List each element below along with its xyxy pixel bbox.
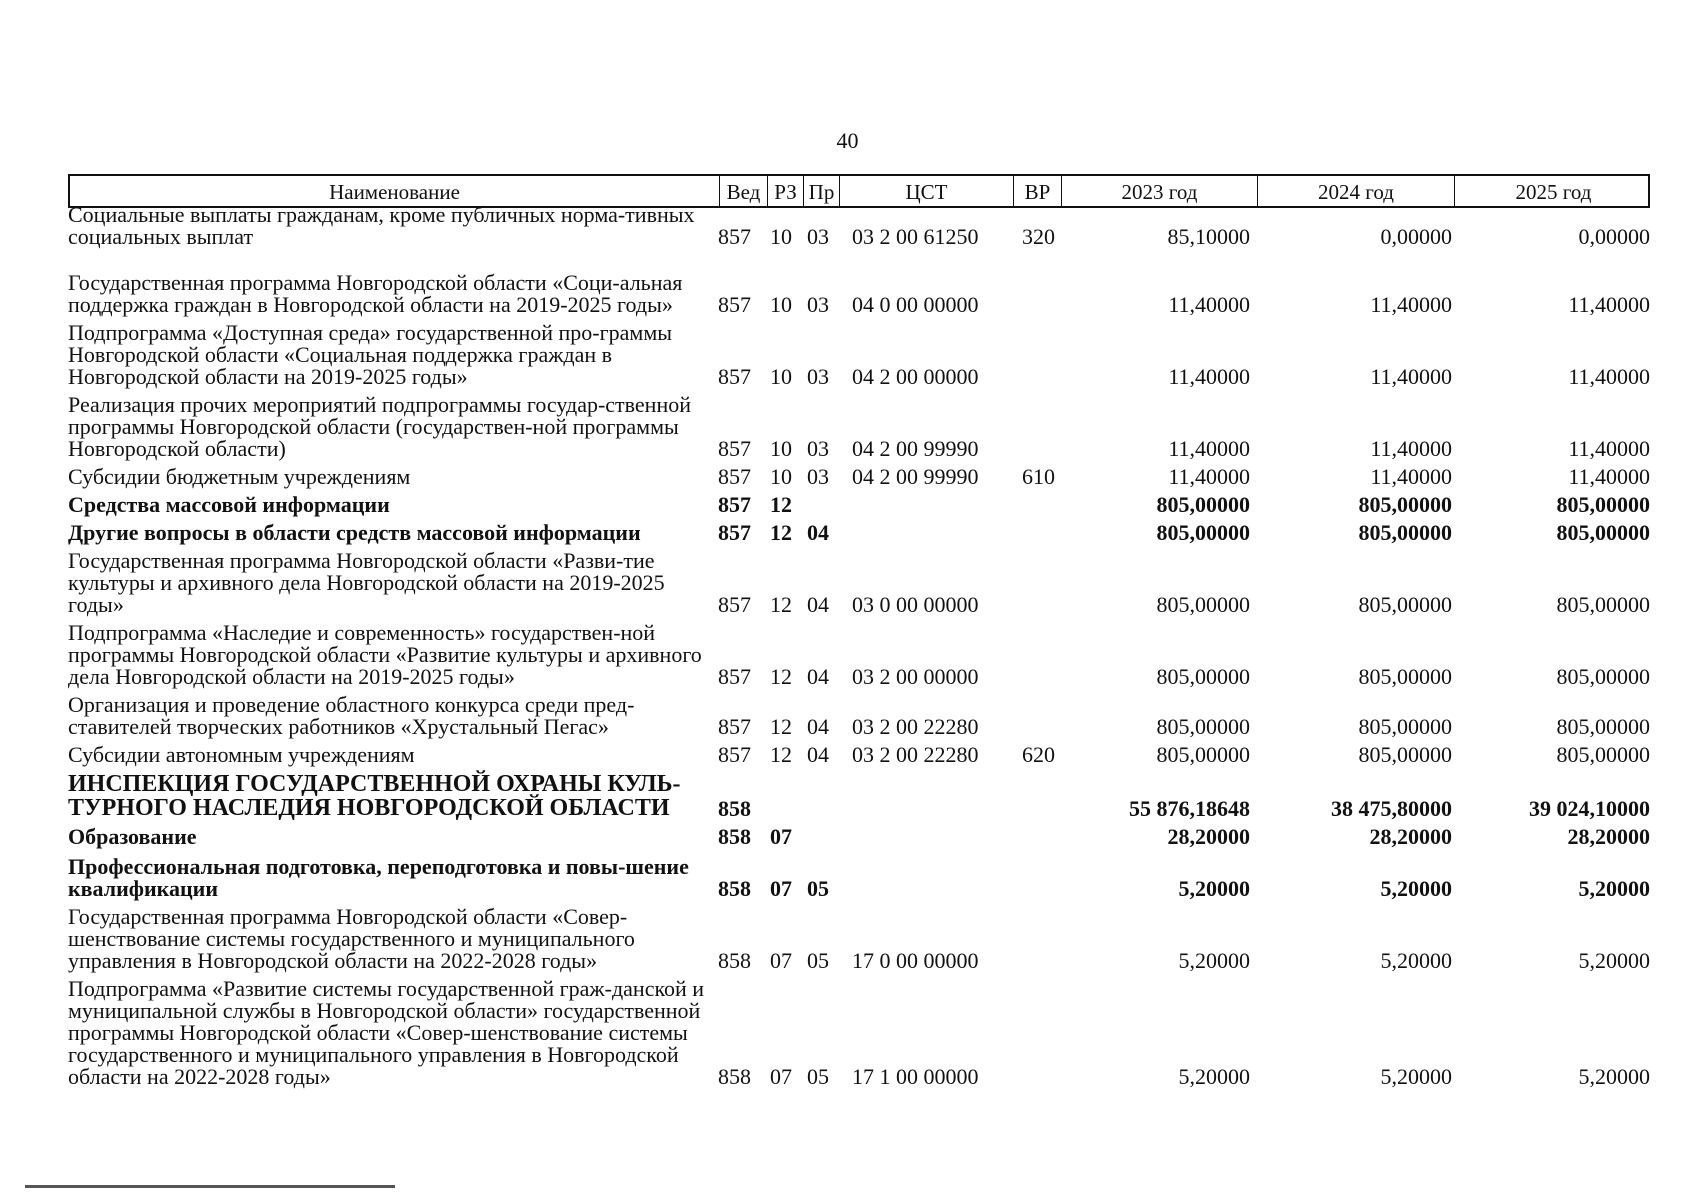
row-pr: 05 [807, 876, 829, 901]
row-2023: 5,20000 [1178, 1064, 1250, 1089]
table-row [0, 322, 1695, 388]
row-vr: 320 [1022, 224, 1055, 249]
row-rz: 10 [770, 464, 792, 489]
row-2025: 805,00000 [1556, 664, 1650, 689]
row-pr: 04 [807, 664, 829, 689]
row-rz: 10 [770, 364, 792, 389]
row-2023: 85,10000 [1167, 224, 1250, 249]
row-2025: 5,20000 [1578, 948, 1650, 973]
row-2025: 0,00000 [1578, 224, 1650, 249]
row-2025: 805,00000 [1556, 492, 1650, 517]
row-2025: 805,00000 [1556, 742, 1650, 767]
row-2024: 38 475,80000 [1331, 796, 1452, 821]
row-vr: 610 [1022, 464, 1055, 489]
row-ved: 857 [718, 292, 751, 317]
table-row [0, 856, 1695, 900]
header-name: Наименование [70, 176, 720, 206]
row-cst: 04 0 00 00000 [852, 292, 979, 317]
row-name: Образование [68, 824, 197, 849]
row-2024: 5,20000 [1380, 1064, 1452, 1089]
row-cst: 04 2 00 99990 [852, 436, 979, 461]
row-2024: 5,20000 [1380, 876, 1452, 901]
row-rz: 12 [770, 714, 792, 739]
row-cst: 17 1 00 00000 [852, 1064, 979, 1089]
row-pr: 04 [807, 742, 829, 767]
row-ved: 857 [718, 464, 751, 489]
row-ved: 858 [718, 876, 751, 901]
row-2025: 5,20000 [1578, 876, 1650, 901]
table-row [0, 522, 1695, 544]
row-rz: 12 [770, 592, 792, 617]
row-rz: 10 [770, 436, 792, 461]
row-2024: 805,00000 [1358, 664, 1452, 689]
row-rz: 07 [770, 948, 792, 973]
row-rz: 07 [770, 876, 792, 901]
row-cst: 03 0 00 00000 [852, 592, 979, 617]
table-row [0, 494, 1695, 516]
table-row [0, 202, 1695, 249]
row-pr: 04 [807, 714, 829, 739]
row-2025: 11,40000 [1568, 292, 1650, 317]
row-rz: 12 [770, 664, 792, 689]
row-name: Государственная программа Новгородской области «Соци-альная поддержка граждан в Новгородской области на 2019-2025 годы» [68, 270, 683, 317]
header-vr: ВР [1014, 176, 1062, 206]
row-pr: 05 [807, 948, 829, 973]
row-name: ИНСПЕКЦИЯ ГОСУДАРСТВЕННОЙ ОХРАНЫ КУЛЬ-ТУРНОГО НАСЛЕДИЯ НОВГОРОДСКОЙ ОБЛАСТИ [68, 771, 681, 821]
row-2025: 11,40000 [1568, 464, 1650, 489]
row-ved: 858 [718, 1064, 751, 1089]
header-cst: ЦСТ [840, 176, 1014, 206]
row-2025: 805,00000 [1556, 520, 1650, 545]
row-name: Социальные выплаты гражданам, кроме публичных норма-тивных социальных выплат [68, 202, 695, 249]
row-ved: 858 [718, 948, 751, 973]
row-rz: 10 [770, 224, 792, 249]
row-ved: 857 [718, 364, 751, 389]
row-pr: 04 [807, 520, 829, 545]
row-name: Подпрограмма «Наследие и современность» государствен-ной программы Новгородской области «Развитие культуры и архивного дела Новгородской области на 2019-2025 годы» [68, 620, 702, 689]
row-rz: 07 [770, 824, 792, 849]
row-ved: 857 [718, 436, 751, 461]
table-row [0, 978, 1695, 1088]
row-ved: 857 [718, 224, 751, 249]
row-rz: 07 [770, 1064, 792, 1089]
row-ved: 858 [718, 796, 751, 821]
row-name: Субсидии бюджетным учреждениям [68, 464, 411, 489]
row-2023: 28,20000 [1167, 824, 1250, 849]
row-ved: 857 [718, 742, 751, 767]
row-ved: 858 [718, 824, 751, 849]
row-name: Подпрограмма «Развитие системы государственной граж-данской и муниципальной службы в Новгородской области» государственной программы Новгородской области «Совер-шенствование системы государственного и муниципального управления в Новгородской области на 2022-2028 годы» [68, 976, 705, 1089]
row-name: Реализация прочих мероприятий подпрограммы государ-ственной программы Новгородской области (государствен-ной программы Новгородской области) [68, 392, 692, 461]
table-row [0, 466, 1695, 488]
row-rz: 12 [770, 492, 792, 517]
row-name: Организация и проведение областного конкурса среди пред-ставителей творческих работников «Хрустальный Пегас» [68, 692, 635, 739]
row-2025: 11,40000 [1568, 436, 1650, 461]
row-2025: 28,20000 [1567, 824, 1650, 849]
row-2023: 55 876,18648 [1129, 796, 1250, 821]
row-2023: 11,40000 [1168, 436, 1250, 461]
row-2023: 805,00000 [1156, 742, 1250, 767]
header-rz: РЗ [768, 176, 804, 206]
row-2025: 805,00000 [1556, 592, 1650, 617]
table-row [0, 906, 1695, 972]
row-2024: 805,00000 [1358, 742, 1452, 767]
row-2025: 5,20000 [1578, 1064, 1650, 1089]
header-2023: 2023 год [1062, 176, 1258, 206]
row-pr: 03 [807, 364, 829, 389]
row-name: Государственная программа Новгородской области «Разви-тие культуры и архивного дела Новгородской области на 2019-2025 годы» [68, 548, 665, 617]
row-2024: 11,40000 [1370, 436, 1452, 461]
row-2024: 805,00000 [1358, 592, 1452, 617]
row-2025: 39 024,10000 [1529, 796, 1650, 821]
page-number: 40 [836, 128, 859, 153]
row-cst: 03 2 00 00000 [852, 664, 979, 689]
row-cst: 04 2 00 00000 [852, 364, 979, 389]
table-row [0, 622, 1695, 688]
row-2023: 805,00000 [1156, 714, 1250, 739]
row-name: Профессиональная подготовка, переподготовка и повы-шение квалификации [68, 854, 689, 901]
row-2024: 11,40000 [1370, 292, 1452, 317]
footer-rule [25, 1185, 395, 1188]
row-name: Государственная программа Новгородской области «Совер-шенствование системы государственного и муниципального управления в Новгородской области на 2022-2028 годы» [68, 904, 635, 973]
row-pr: 03 [807, 464, 829, 489]
row-2025: 11,40000 [1568, 364, 1650, 389]
row-ved: 857 [718, 664, 751, 689]
row-cst: 04 2 00 99990 [852, 464, 979, 489]
row-2025: 805,00000 [1556, 714, 1650, 739]
table-row [0, 394, 1695, 460]
row-2023: 805,00000 [1156, 520, 1250, 545]
row-cst: 17 0 00 00000 [852, 948, 979, 973]
row-name: Субсидии автономным учреждениям [68, 742, 415, 767]
table-row [0, 694, 1695, 738]
row-2023: 5,20000 [1178, 948, 1250, 973]
header-ved: Вед [720, 176, 768, 206]
row-name: Подпрограмма «Доступная среда» государственной про-граммы Новгородской области «Социальная поддержка граждан в Новгородской области на 2019-2025 годы» [68, 320, 673, 389]
row-rz: 12 [770, 520, 792, 545]
row-cst: 03 2 00 22280 [852, 714, 979, 739]
row-pr: 03 [807, 436, 829, 461]
row-pr: 03 [807, 224, 829, 249]
row-2023: 11,40000 [1168, 364, 1250, 389]
row-2024: 805,00000 [1358, 492, 1452, 517]
row-2024: 11,40000 [1370, 364, 1452, 389]
header-pr: Пр [804, 176, 840, 206]
row-cst: 03 2 00 61250 [852, 224, 979, 249]
row-2024: 5,20000 [1380, 948, 1452, 973]
table-row [0, 772, 1695, 820]
row-2023: 5,20000 [1178, 876, 1250, 901]
row-cst: 03 2 00 22280 [852, 742, 979, 767]
table-row [0, 826, 1695, 848]
row-2023: 805,00000 [1156, 592, 1250, 617]
row-vr: 620 [1022, 742, 1055, 767]
row-name: Другие вопросы в области средств массовой информации [68, 520, 641, 545]
header-2025: 2025 год [1515, 180, 1592, 204]
table-row [0, 744, 1695, 766]
row-rz: 12 [770, 742, 792, 767]
table-row [0, 250, 1695, 316]
row-2024: 805,00000 [1358, 520, 1452, 545]
row-2023: 11,40000 [1168, 464, 1250, 489]
row-2023: 11,40000 [1168, 292, 1250, 317]
row-ved: 857 [718, 714, 751, 739]
row-ved: 857 [718, 592, 751, 617]
row-ved: 857 [718, 520, 751, 545]
row-2023: 805,00000 [1156, 492, 1250, 517]
header-2024: 2024 год [1258, 176, 1455, 206]
row-2024: 28,20000 [1369, 824, 1452, 849]
row-pr: 03 [807, 292, 829, 317]
row-ved: 857 [718, 492, 751, 517]
row-2024: 11,40000 [1370, 464, 1452, 489]
row-rz: 10 [770, 292, 792, 317]
row-name: Средства массовой информации [68, 492, 390, 517]
row-pr: 04 [807, 592, 829, 617]
row-2024: 805,00000 [1358, 714, 1452, 739]
row-2024: 0,00000 [1380, 224, 1452, 249]
row-pr: 05 [807, 1064, 829, 1089]
table-row [0, 550, 1695, 616]
row-2023: 805,00000 [1156, 664, 1250, 689]
